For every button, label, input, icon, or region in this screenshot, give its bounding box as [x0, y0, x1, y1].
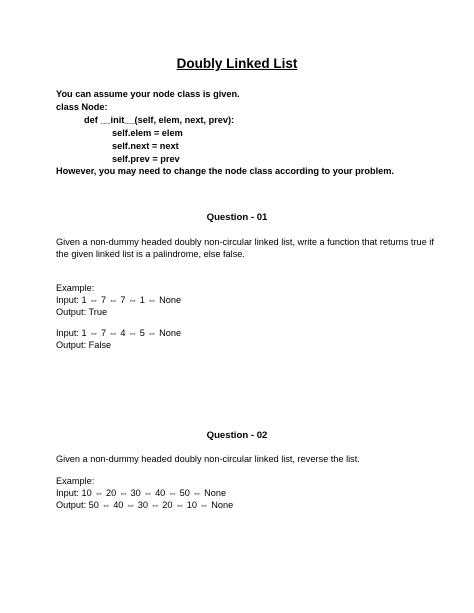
question-01-example1-input: Input: 1 ⇔ 7 ⇔ 7 ⇔ 1 ⇔ None: [56, 295, 182, 305]
question-02-example-output: Output: 50 ⇔ 40 ⇔ 30 ⇔ 20 ⇔ 10 ⇔ None: [56, 500, 234, 510]
question-02-desc-line1: Given a non-dummy headed doubly non-circular linked list, reverse the list.: [56, 454, 360, 464]
intro-line-prev: self.prev = prev: [112, 154, 180, 164]
intro-line-next: self.next = next: [112, 141, 179, 151]
intro-line-elem: self.elem = elem: [112, 128, 183, 138]
question-01-desc-line2: the given linked list is a palindrome, else false.: [56, 249, 245, 259]
question-01-example-label: Example:: [56, 283, 95, 293]
question-02-example-input: Input: 10 ⇔ 20 ⇔ 30 ⇔ 40 ⇔ 50 ⇔ None: [56, 488, 227, 498]
question-01-example2-input: Input: 1 ⇔ 7 ⇔ 4 ⇔ 5 ⇔ None: [56, 328, 182, 338]
question-01-desc-line1: Given a non-dummy headed doubly non-circular linked list, write a function that returns true if: [56, 237, 434, 247]
document-title: Doubly Linked List: [176, 56, 298, 71]
intro-line-init: def __init__(self, elem, next, prev):: [84, 115, 235, 125]
question-02-example-label: Example:: [56, 476, 95, 486]
question-01-example1-output: Output: True: [56, 307, 108, 317]
intro-line-class: class Node:: [56, 102, 108, 112]
question-01-heading: Question - 01: [206, 212, 268, 223]
intro-line-however: However, you may need to change the node class according to your problem.: [56, 166, 394, 176]
question-02-heading: Question - 02: [206, 430, 268, 441]
intro-line-assume: You can assume your node class is given.: [56, 89, 240, 99]
question-01-example2-output: Output: False: [56, 340, 112, 350]
